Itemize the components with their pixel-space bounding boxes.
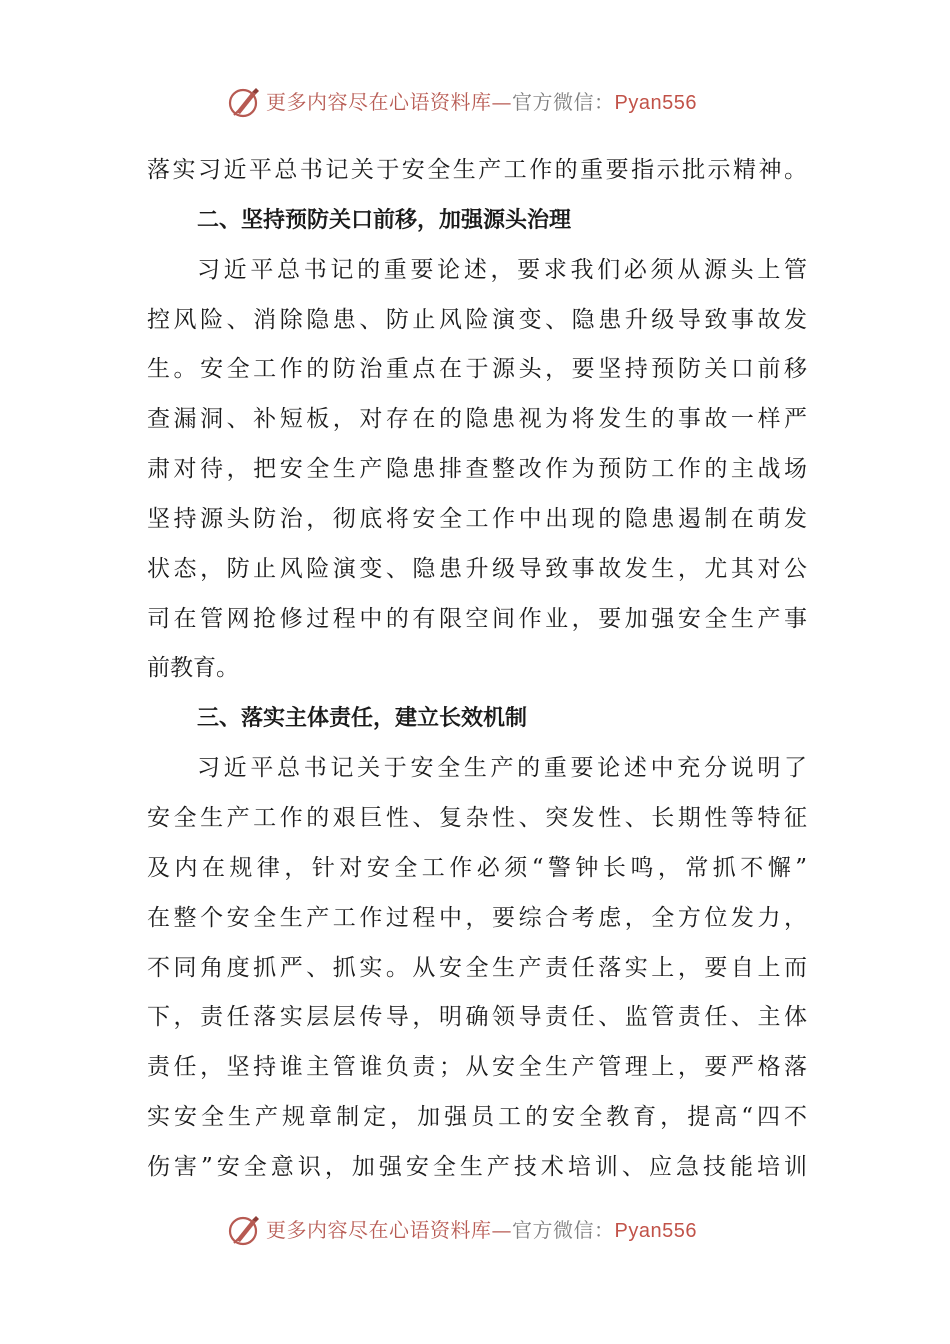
banner-wechat-id: Pyan556 [614, 92, 697, 114]
banner-wechat-label: 官方微信： [512, 1218, 615, 1242]
text-line: 落实习近平总书记关于安全生产工作的重要指示批示精神。 [147, 157, 807, 183]
text-line: 司在管网抢修过程中的有限空间作业，要加强安全生产事 [147, 605, 807, 632]
text-line: 不同角度抓严、抓实。从安全生产责任落实上，要自上而 [147, 954, 807, 981]
text-line: 在整个安全生产工作过程中，要综合考虑，全方位发力， [147, 904, 807, 931]
text-line: 实安全生产规章制定，加强员工的安全教育，提高“四不 [147, 1104, 807, 1131]
banner-wechat-label: 官方微信： [512, 90, 615, 114]
text-line: 及内在规律，针对安全工作必须“警钟长鸣，常抓不懈” [147, 854, 807, 881]
document-body [147, 146, 807, 1193]
banner-separator: — [491, 1218, 512, 1242]
text-line: 习近平总书记的重要论述，要求我们必须从源头上管 [197, 256, 807, 283]
section-heading: 二、坚持预防关口前移，加强源头治理 [197, 207, 572, 233]
banner-text [266, 90, 697, 115]
header-banner [0, 82, 950, 122]
text-line: 控风险、消除隐患、防止风险演变、隐患升级导致事故发 [147, 306, 807, 333]
text-line: 肃对待，把安全生产隐患排查整改作为预防工作的主战场 [147, 456, 807, 483]
pen-circle-icon [226, 84, 262, 120]
text-line: 坚持源头防治，彻底将安全工作中出现的隐患遏制在萌发 [147, 505, 807, 532]
banner-site: 更多内容尽在心语资料库 [266, 90, 492, 114]
text-line: 安全生产工作的艰巨性、复杂性、突发性、长期性等特征 [147, 804, 807, 831]
text-line: 生。安全工作的防治重点在于源头，要坚持预防关口前移 [147, 356, 807, 383]
text-line: 习近平总书记关于安全生产的重要论述中充分说明了 [197, 755, 807, 782]
banner-separator: — [491, 90, 512, 114]
text-line: 查漏洞、补短板，对存在的隐患视为将发生的事故一样严 [147, 406, 807, 433]
banner-text [266, 1218, 697, 1243]
footer-banner [0, 1210, 950, 1250]
text-line: 状态，防止风险演变、隐患升级导致事故发生，尤其对公 [147, 555, 807, 582]
section-heading: 三、落实主体责任，建立长效机制 [197, 706, 528, 732]
text-line: 责任，坚持谁主管谁负责；从安全生产管理上，要严格落 [147, 1054, 807, 1081]
text-line: 下，责任落实层层传导，明确领导责任、监管责任、主体 [147, 1004, 807, 1031]
text-line: 伤害”安全意识，加强安全生产技术培训、应急技能培训 [147, 1153, 807, 1180]
pen-circle-icon [226, 1212, 262, 1248]
banner-site: 更多内容尽在心语资料库 [266, 1218, 492, 1242]
text-line: 前教育。 [147, 655, 239, 682]
banner-wechat-id: Pyan556 [614, 1220, 697, 1242]
